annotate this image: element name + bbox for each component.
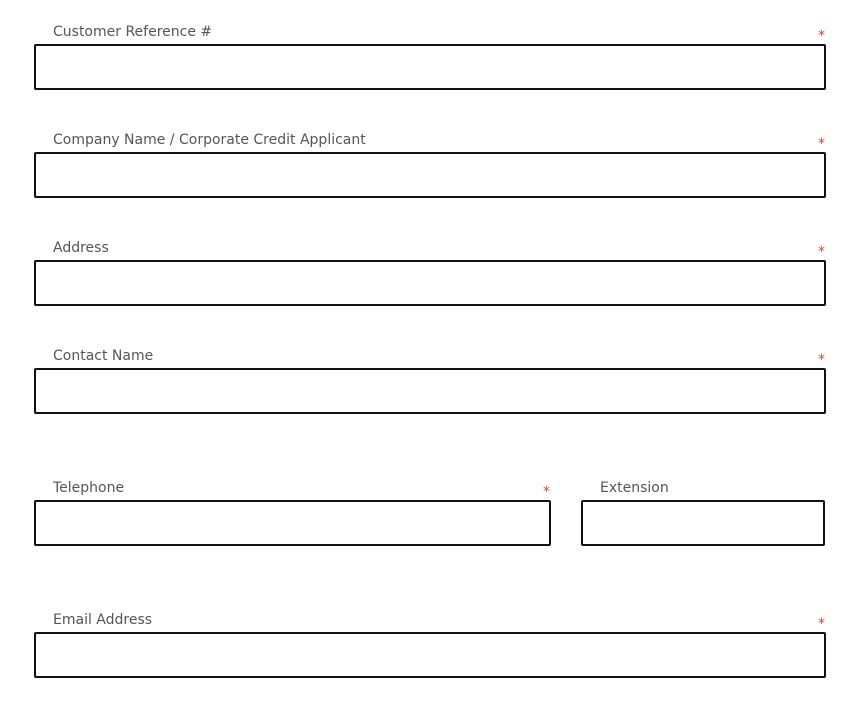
telephone-input[interactable] (34, 500, 551, 546)
required-indicator: * (818, 616, 825, 632)
extension-field (581, 480, 825, 550)
email-input[interactable] (34, 632, 826, 678)
contact-name-label: Contact Name (53, 348, 154, 364)
telephone-label: Telephone (53, 480, 125, 496)
company-name-label: Company Name / Corporate Credit Applicant (53, 132, 366, 148)
address-label: Address (53, 240, 109, 256)
customer-reference-label: Customer Reference # (53, 24, 213, 40)
extension-input[interactable] (581, 500, 825, 546)
required-indicator: * (818, 352, 825, 368)
contact-name-field (34, 348, 826, 418)
required-indicator: * (543, 484, 550, 500)
customer-reference-input[interactable] (34, 44, 826, 90)
address-field (34, 240, 826, 310)
telephone-field (34, 480, 551, 550)
company-name-input[interactable] (34, 152, 826, 198)
email-field (34, 612, 826, 682)
customer-reference-field (34, 24, 826, 94)
required-indicator: * (818, 28, 825, 44)
company-name-field (34, 132, 826, 202)
contact-name-input[interactable] (34, 368, 826, 414)
address-input[interactable] (34, 260, 826, 306)
extension-label: Extension (600, 480, 669, 496)
required-indicator: * (818, 136, 825, 152)
required-indicator: * (818, 244, 825, 260)
email-label: Email Address (53, 612, 153, 628)
